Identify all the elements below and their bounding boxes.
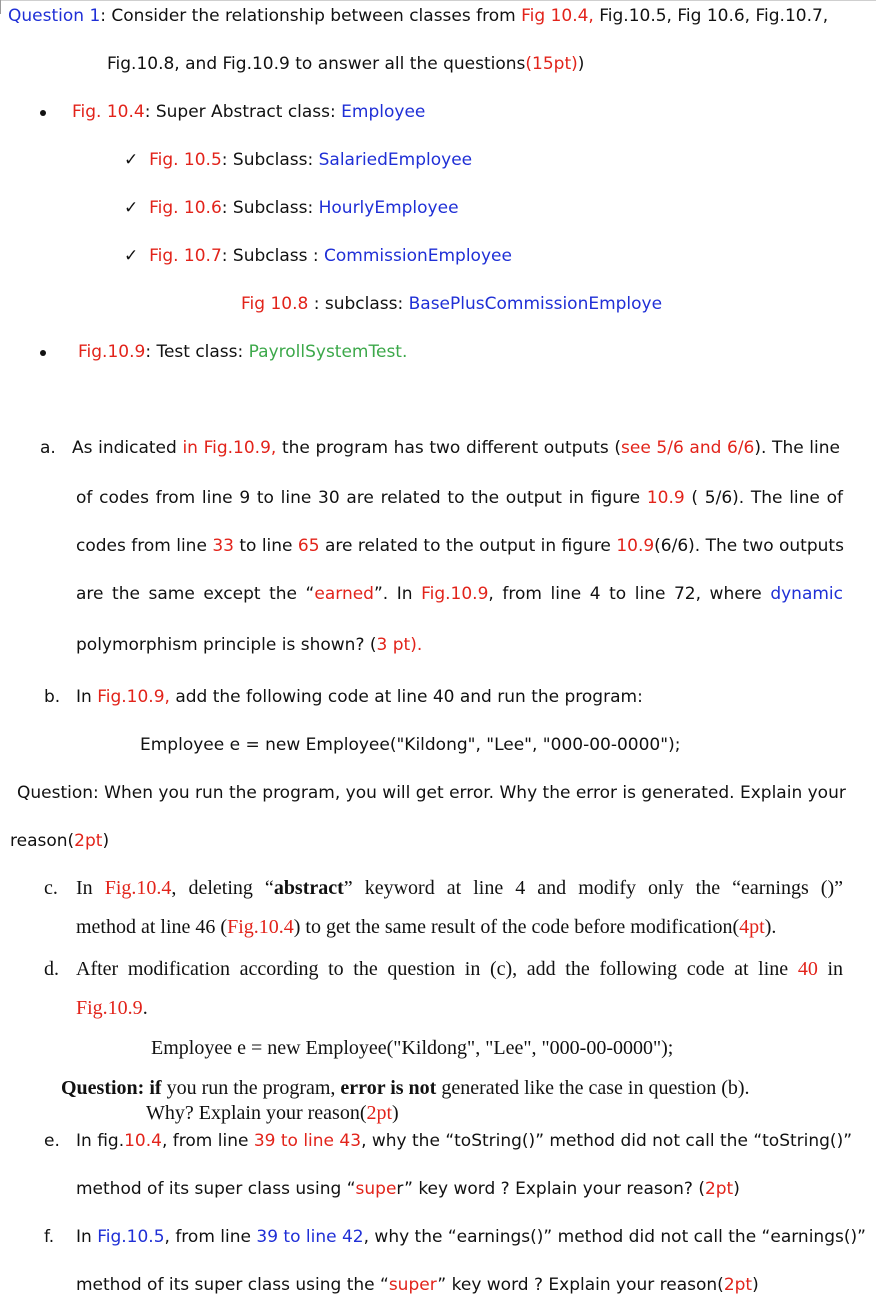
question-f-line-2: method of its super class using the “super” key word ? Explain your reason(2pt) [76,1275,759,1295]
item-letter: f. [44,1227,55,1247]
question-1-intro-cont: Fig.10.8, and Fig.10.9 to answer all the questions(15pt)) [107,54,585,74]
checkmark-icon: ✓ [124,198,139,218]
item-letter: a. [40,438,56,458]
question-a-line-4: are the same except the “earned”. In Fig.10.9, from line 4 to line 72, where dynamic [76,584,844,604]
question-1-intro: Question 1: Consider the relationship between classes from Fig 10.4, Fig.10.5, Fig 10.6, Fig.10.7, [8,6,829,26]
question-e-line-2: method of its super class using “super” key word ? Explain your reason? (2pt) [76,1179,740,1199]
question-d-prompt: Question: if you run the program, error is not generated like the case in question (b). [61,1077,750,1099]
question-1-label: Question 1 [8,6,101,26]
class-employee: Fig. 10.4: Super Abstract class: Employee [72,102,426,122]
class-salaried-employee: ✓ Fig. 10.5: Subclass: SalariedEmployee [124,150,473,170]
item-letter: e. [44,1131,60,1151]
question-f-line-1: In Fig.10.5, from line 39 to line 42, why the “earnings()” method did not call the “earnings()” [76,1227,866,1247]
item-letter: b. [44,687,61,707]
question-b-line-1: In Fig.10.9, add the following code at line 40 and run the program: [76,687,643,707]
page-top-border [0,0,876,1]
code-snippet-b: Employee e = new Employee("Kildong", "Lee", "000-00-0000"); [140,735,681,755]
class-hourly-employee: ✓ Fig. 10.6: Subclass: HourlyEmployee [124,198,459,218]
question-b-prompt: Question: When you run the program, you will get error. Why the error is generated. Explain your [17,783,846,803]
question-d-prompt-cont: Why? Explain your reason(2pt) [146,1102,399,1124]
question-a-line-1: As indicated in Fig.10.9, the program has two different outputs (see 5/6 and 6/6). The line [72,438,840,458]
question-a-line-3: codes from line 33 to line 65 are related to the output in figure 10.9(6/6). The two outputs [76,536,844,556]
question-a-line-2: of codes from line 9 to line 30 are related to the output in figure 10.9 ( 5/6). The line of [76,488,843,508]
bullet [40,110,46,116]
class-base-plus-commission: Fig 10.8 : subclass: BasePlusCommissionEmploye [241,294,663,314]
page-left-mark [0,0,1,14]
question-c-line-2: method at line 46 (Fig.10.4) to get the same result of the code before modification(4pt). [76,916,777,938]
item-letter: c. [44,877,58,899]
class-test: Fig.10.9: Test class: PayrollSystemTest. [78,342,408,362]
bullet [40,350,46,356]
item-letter: d. [44,958,59,980]
question-e-line-1: In fig.10.4, from line 39 to line 43, why the “toString()” method did not call the “toString()” [76,1131,853,1151]
checkmark-icon: ✓ [124,246,139,266]
question-b-prompt-cont: reason(2pt) [10,831,110,851]
question-d-line-1: After modification according to the question in (c), add the following code at line 40 in [76,958,843,980]
question-d-line-2: Fig.10.9. [76,997,148,1019]
question-a-line-5: polymorphism principle is shown? (3 pt). [76,635,423,655]
question-c-line-1: In Fig.10.4, deleting “abstract” keyword at line 4 and modify only the “earnings ()” [76,877,844,899]
class-commission-employee: ✓ Fig. 10.7: Subclass : CommissionEmployee [124,246,512,266]
checkmark-icon: ✓ [124,150,139,170]
code-snippet-d: Employee e = new Employee("Kildong", "Lee", "000-00-0000"); [151,1037,674,1059]
